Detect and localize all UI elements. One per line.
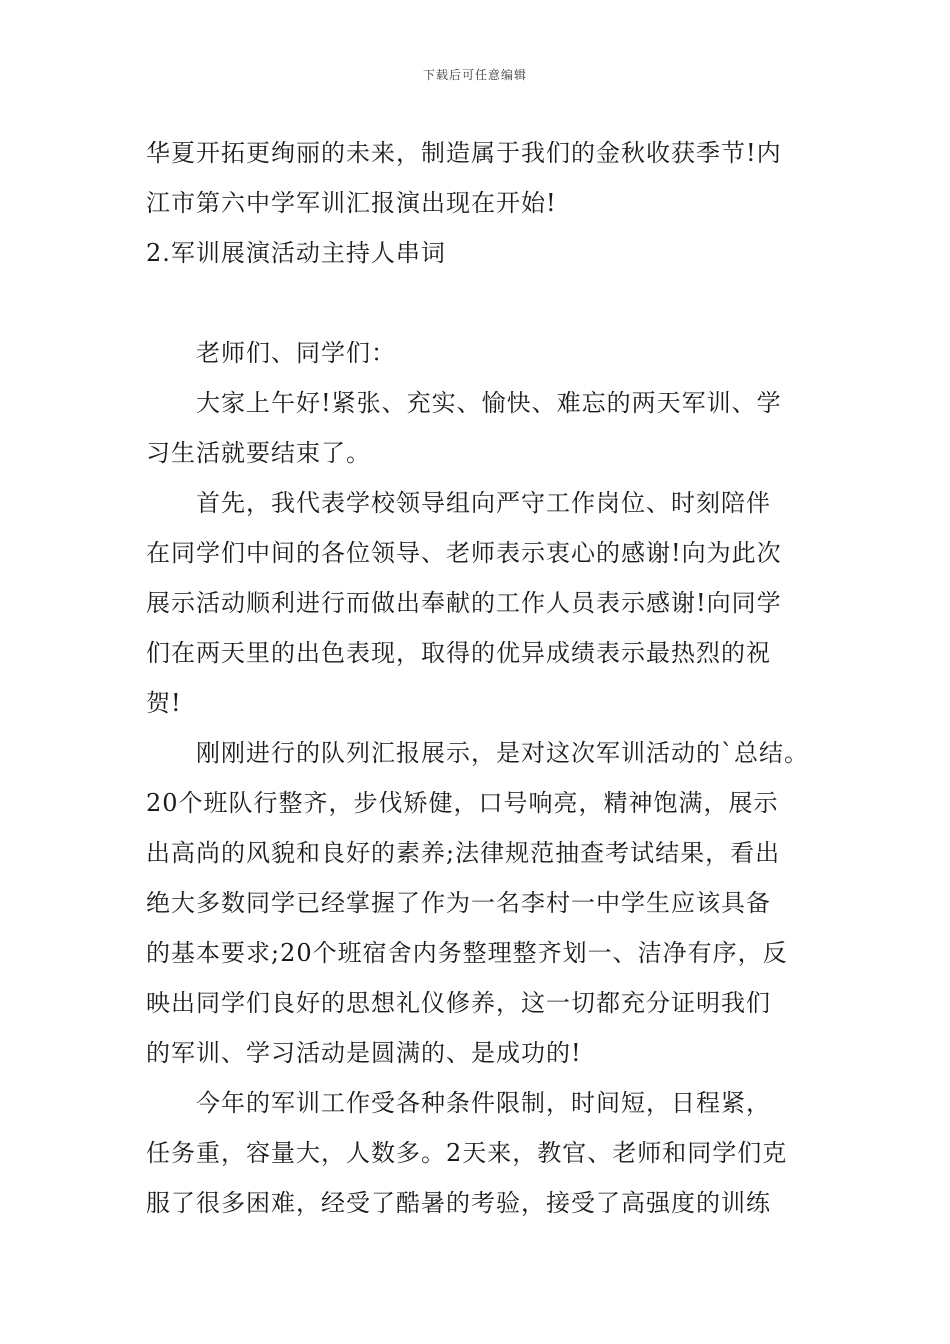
text-line: 习生活就要结束了。 [146, 439, 371, 467]
text-line: 任务重，容量大，人数多。2天来，教官、老师和同学们克 [146, 1139, 788, 1167]
text-line: 首先，我代表学校领导组向严守工作岗位、时刻陪伴 [196, 489, 771, 517]
text-line: 在同学们中间的各位领导、老师表示衷心的感谢!向为此次 [146, 539, 782, 567]
section-heading: 2.军训展演活动主持人串词 [146, 239, 446, 267]
text-line: 贺! [146, 689, 182, 717]
text-line: 绝大多数同学已经掌握了作为一名李村一中学生应该具备 [146, 889, 771, 917]
text-line: 20个班队行整齐，步伐矫健，口号响亮，精神饱满，展示 [146, 789, 779, 817]
text-line: 大家上午好!紧张、充实、愉快、难忘的两天军训、学 [196, 389, 782, 417]
salutation: 老师们、同学们： [196, 339, 396, 367]
text-line: 刚刚进行的队列汇报展示，是对这次军训活动的`总结。 [196, 739, 809, 767]
page-header-note: 下载后可任意编辑 [422, 68, 527, 82]
document-body [146, 128, 816, 1228]
text-line: 华夏开拓更绚丽的未来，制造属于我们的金秋收获季节!内 [146, 139, 782, 167]
text-line: 服了很多困难，经受了酷暑的考验，接受了高强度的训练 [146, 1189, 771, 1217]
text-line: 映出同学们良好的思想礼仪修养，这一切都充分证明我们 [146, 989, 771, 1017]
text-line: 展示活动顺利进行而做出奉献的工作人员表示感谢!向同学 [146, 589, 782, 617]
text-line: 出高尚的风貌和良好的素养;法律规范抽查考试结果，看出 [146, 839, 781, 867]
text-line: 的基本要求;20个班宿舍内务整理整齐划一、洁净有序，反 [146, 939, 788, 967]
blank-line [146, 278, 816, 328]
text-line: 们在两天里的出色表现，取得的优异成绩表示最热烈的祝 [146, 639, 771, 667]
text-line: 的军训、学习活动是圆满的、是成功的! [146, 1039, 582, 1067]
text-line: 江市第六中学军训汇报演出现在开始! [146, 189, 557, 217]
text-line: 今年的军训工作受各种条件限制，时间短，日程紧， [196, 1089, 771, 1117]
